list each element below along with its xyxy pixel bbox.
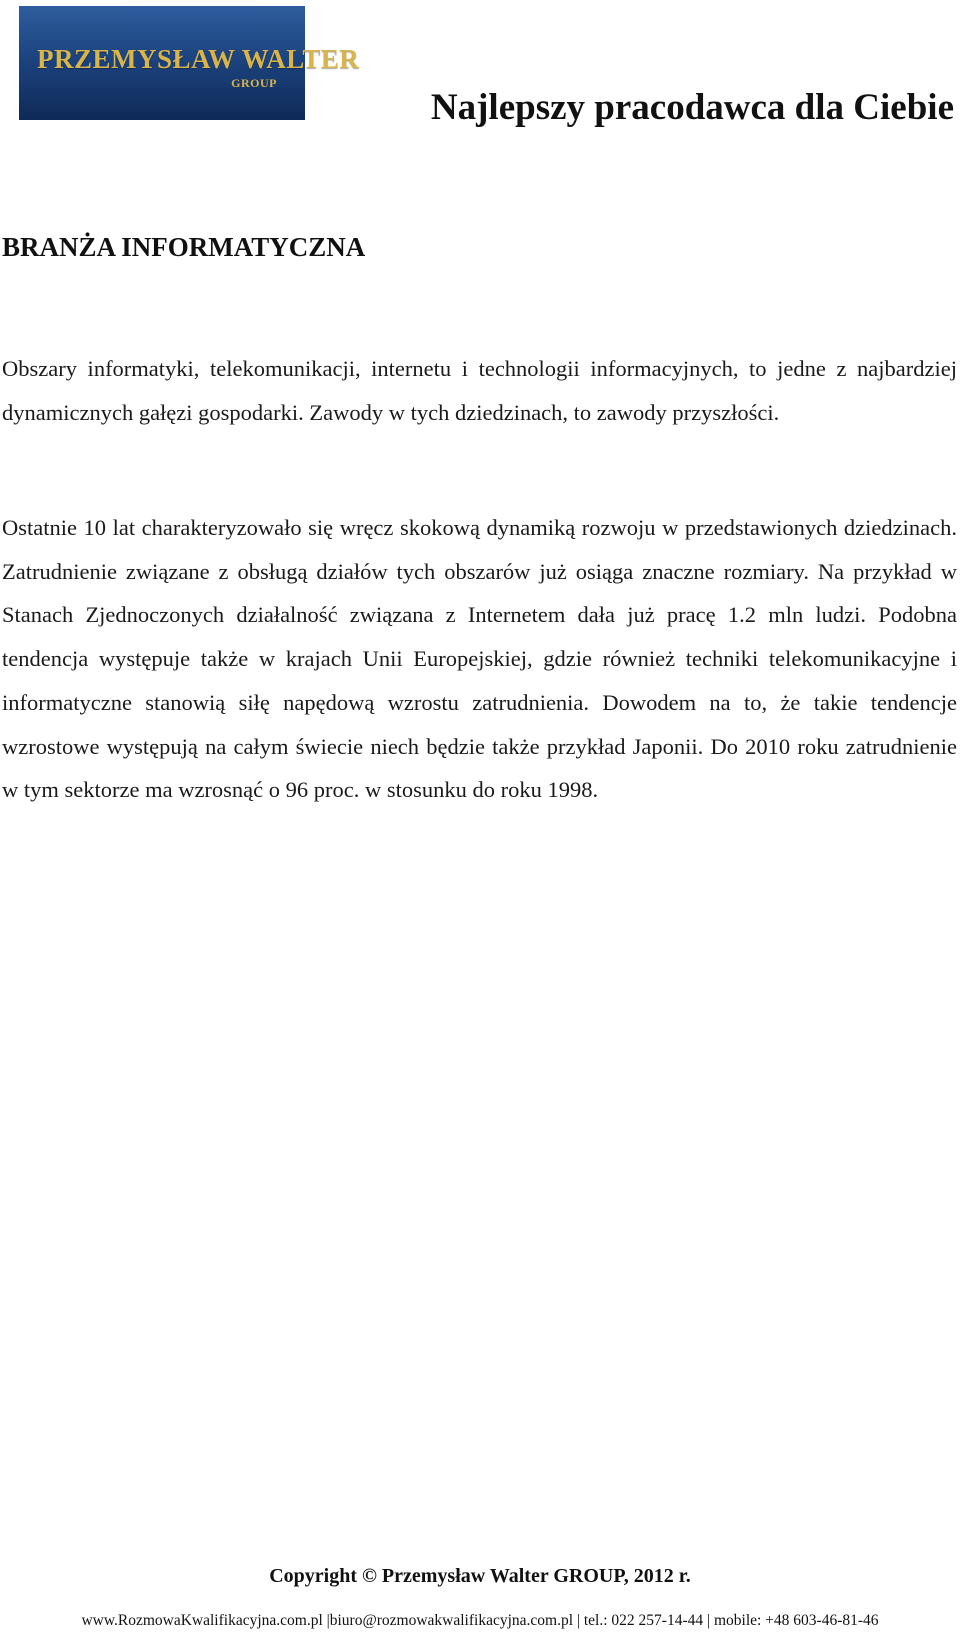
logo-subtext: GROUP bbox=[231, 76, 277, 90]
section-heading: BRANŻA INFORMATYCZNA bbox=[2, 232, 366, 262]
company-logo bbox=[19, 6, 360, 120]
logo-text: PRZEMYSŁAW WALTER bbox=[37, 44, 360, 74]
page-title: Najlepszy pracodawca dla Ciebie bbox=[430, 87, 954, 128]
paragraph-intro: Obszary informatyki, telekomunikacji, internetu i technologii informacyjnych, to jedne z najbardziej dynamicznych gałęzi gospodarki. Zawody w tych dziedzinach, to zawody przyszłości. bbox=[2, 356, 957, 425]
footer-contact: www.RozmowaKwalifikacyjna.com.pl |biuro@rozmowakwalifikacyjna.com.pl | tel.: 022 257-14-44 | mobile: +48 603-46-81-46 bbox=[81, 1612, 879, 1629]
footer-copyright: Copyright © Przemysław Walter GROUP, 2012 r. bbox=[269, 1565, 691, 1587]
paragraph-details: Ostatnie 10 lat charakteryzowało się wręcz skokową dynamiką rozwoju w przedstawionych dziedzinach. Zatrudnienie związane z obsługą działów tych obszarów już osiąga znaczne rozmiary. Na przykład w Stanach Zjednoczonych działalność związana z Internetem dała już pracę 1.2 mln ludzi. Podobna tendencja występuje także w krajach Unii Europejskiej, gdzie również techniki telekomunikacyjne i informatyczne stanowią siłę napędową wzrostu zatrudnienia. Dowodem na to, że takie tendencje wzrostowe występują na całym świecie niech będzie także przykład Japonii. Do 2010 roku zatrudnienie w tym sektorze ma wzrosnąć o 96 proc. w stosunku do roku 1998. bbox=[2, 515, 957, 803]
